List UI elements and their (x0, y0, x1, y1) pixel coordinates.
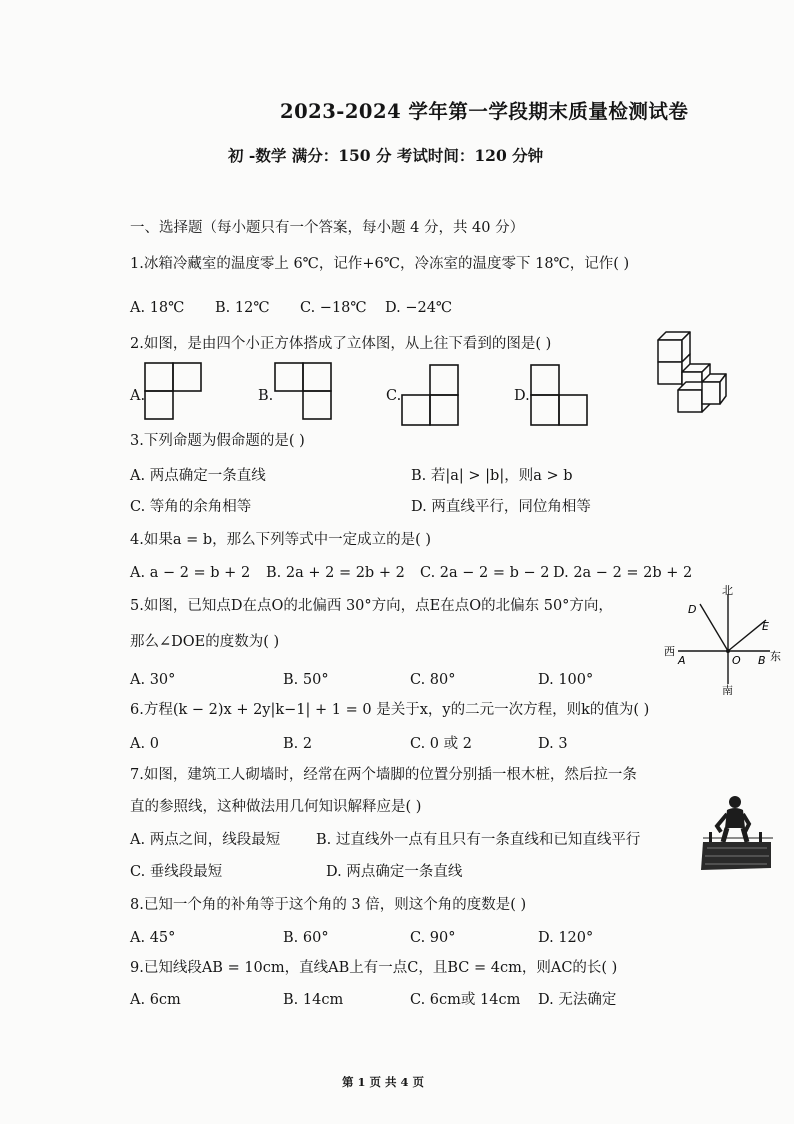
q1-option-d: D. −24℃ (385, 300, 453, 316)
q7-option-b: B. 过直线外一点有且只有一条直线和已知直线平行 (316, 832, 641, 848)
q3-option-a: A. 两点确定一条直线 (130, 468, 266, 484)
q8-option-d: D. 120° (538, 930, 594, 946)
q2-option-c: C. (386, 388, 402, 404)
q2-grid-a (144, 362, 202, 422)
q7-option-d: D. 两点确定一条直线 (326, 864, 463, 880)
q7-stem-line1: 7.如图，建筑工人砌墙时，经常在两个墙脚的位置分别插一根木桩，然后拉一条 (130, 767, 637, 783)
q1-option-c: C. −18℃ (300, 300, 367, 316)
q9-option-a: A. 6cm (130, 992, 181, 1008)
q5-west-label: 西 (664, 645, 675, 658)
q6-option-d: D. 3 (538, 736, 568, 752)
q1-option-a: A. 18℃ (130, 300, 185, 316)
q6-option-a: A. 0 (130, 736, 159, 752)
q7-option-c: C. 垂线段最短 (130, 864, 223, 880)
q6-stem: 6.方程(k − 2)x + 2y|k−1| + 1 = 0 是关于x，y的二元一次方程，则k的值为( ) (130, 702, 650, 718)
q5-option-c: C. 80° (410, 672, 456, 688)
q7-stem-line2: 直的参照线，这种做法用几何知识解释应是( ) (130, 799, 422, 815)
q2-grid-c (401, 364, 461, 426)
q8-stem: 8.已知一个角的补角等于这个角的 3 倍，则这个角的度数是( ) (130, 897, 527, 913)
q5-label-d: D (688, 603, 697, 616)
q5-north-label: 北 (722, 584, 733, 597)
q8-option-a: A. 45° (130, 930, 176, 946)
q5-stem-line2: 那么∠DOE的度数为( ) (130, 634, 280, 650)
q1-option-b: B. 12℃ (215, 300, 270, 316)
q6-option-b: B. 2 (283, 736, 313, 752)
q9-option-b: B. 14cm (283, 992, 344, 1008)
q2-option-a: A. (130, 388, 146, 404)
q5-point-o (726, 649, 730, 653)
q9-option-d: D. 无法确定 (538, 992, 617, 1008)
q8-option-b: B. 60° (283, 930, 329, 946)
q3-option-c: C. 等角的余角相等 (130, 499, 252, 515)
q5-option-d: D. 100° (538, 672, 594, 688)
q5-option-b: B. 50° (283, 672, 329, 688)
q4-option-b: B. 2a + 2 = 2b + 2 (266, 565, 405, 581)
q5-label-o: O (732, 654, 741, 667)
q2-grid-d (530, 364, 592, 426)
q8-option-c: C. 90° (410, 930, 456, 946)
exam-subtitle: 初 -数学 满分：150 分 考试时间：120 分钟 (228, 146, 544, 165)
exam-title: 2023-2024 学年第一学段期末质量检测试卷 (280, 100, 689, 123)
q5-compass-figure (662, 580, 782, 695)
q2-cubes-figure (655, 328, 730, 416)
q2-stem: 2.如图，是由四个小正方体搭成了立体图，从上往下看到的图是( ) (130, 336, 552, 352)
q2-option-d: D. (514, 388, 530, 404)
q5-south-label: 南 (722, 684, 733, 695)
page-footer: 第 1 页 共 4 页 (342, 1075, 425, 1089)
q4-option-d: D. 2a − 2 = 2b + 2 (553, 565, 693, 581)
q5-label-e: E (762, 620, 769, 633)
q4-stem: 4.如果a = b，那么下列等式中一定成立的是( ) (130, 532, 432, 548)
q3-stem: 3.下列命题为假命题的是( ) (130, 433, 305, 449)
q4-option-a: A. a − 2 = b + 2 (130, 565, 251, 581)
q2-grid-b (274, 362, 334, 422)
q7-option-a: A. 两点之间，线段最短 (130, 832, 281, 848)
section-heading: 一、选择题（每小题只有一个答案，每小题 4 分，共 40 分） (130, 220, 525, 236)
q7-worker-illustration (697, 792, 777, 874)
q5-east-label: 东 (770, 650, 781, 663)
q3-option-d: D. 两直线平行，同位角相等 (411, 499, 591, 515)
q5-stem-line1: 5.如图，已知点D在点O的北偏西 30°方向，点E在点O的北偏东 50°方向， (130, 598, 613, 614)
q5-option-a: A. 30° (130, 672, 176, 688)
q5-label-a: A (678, 654, 686, 667)
q6-option-c: C. 0 或 2 (410, 736, 472, 752)
q9-stem: 9.已知线段AB = 10cm，直线AB上有一点C，且BC = 4cm，则AC的长( ) (130, 960, 618, 976)
q5-label-b: B (758, 654, 766, 667)
q3-option-b: B. 若|a| > |b|，则a > b (411, 468, 573, 484)
q1-stem: 1.冰箱冷藏室的温度零上 6℃，记作+6℃，冷冻室的温度零下 18℃，记作( ) (130, 256, 630, 272)
q2-option-b: B. (258, 388, 274, 404)
q4-option-c: C. 2a − 2 = b − 2 (420, 565, 550, 581)
q9-option-c: C. 6cm或 14cm (410, 992, 521, 1008)
